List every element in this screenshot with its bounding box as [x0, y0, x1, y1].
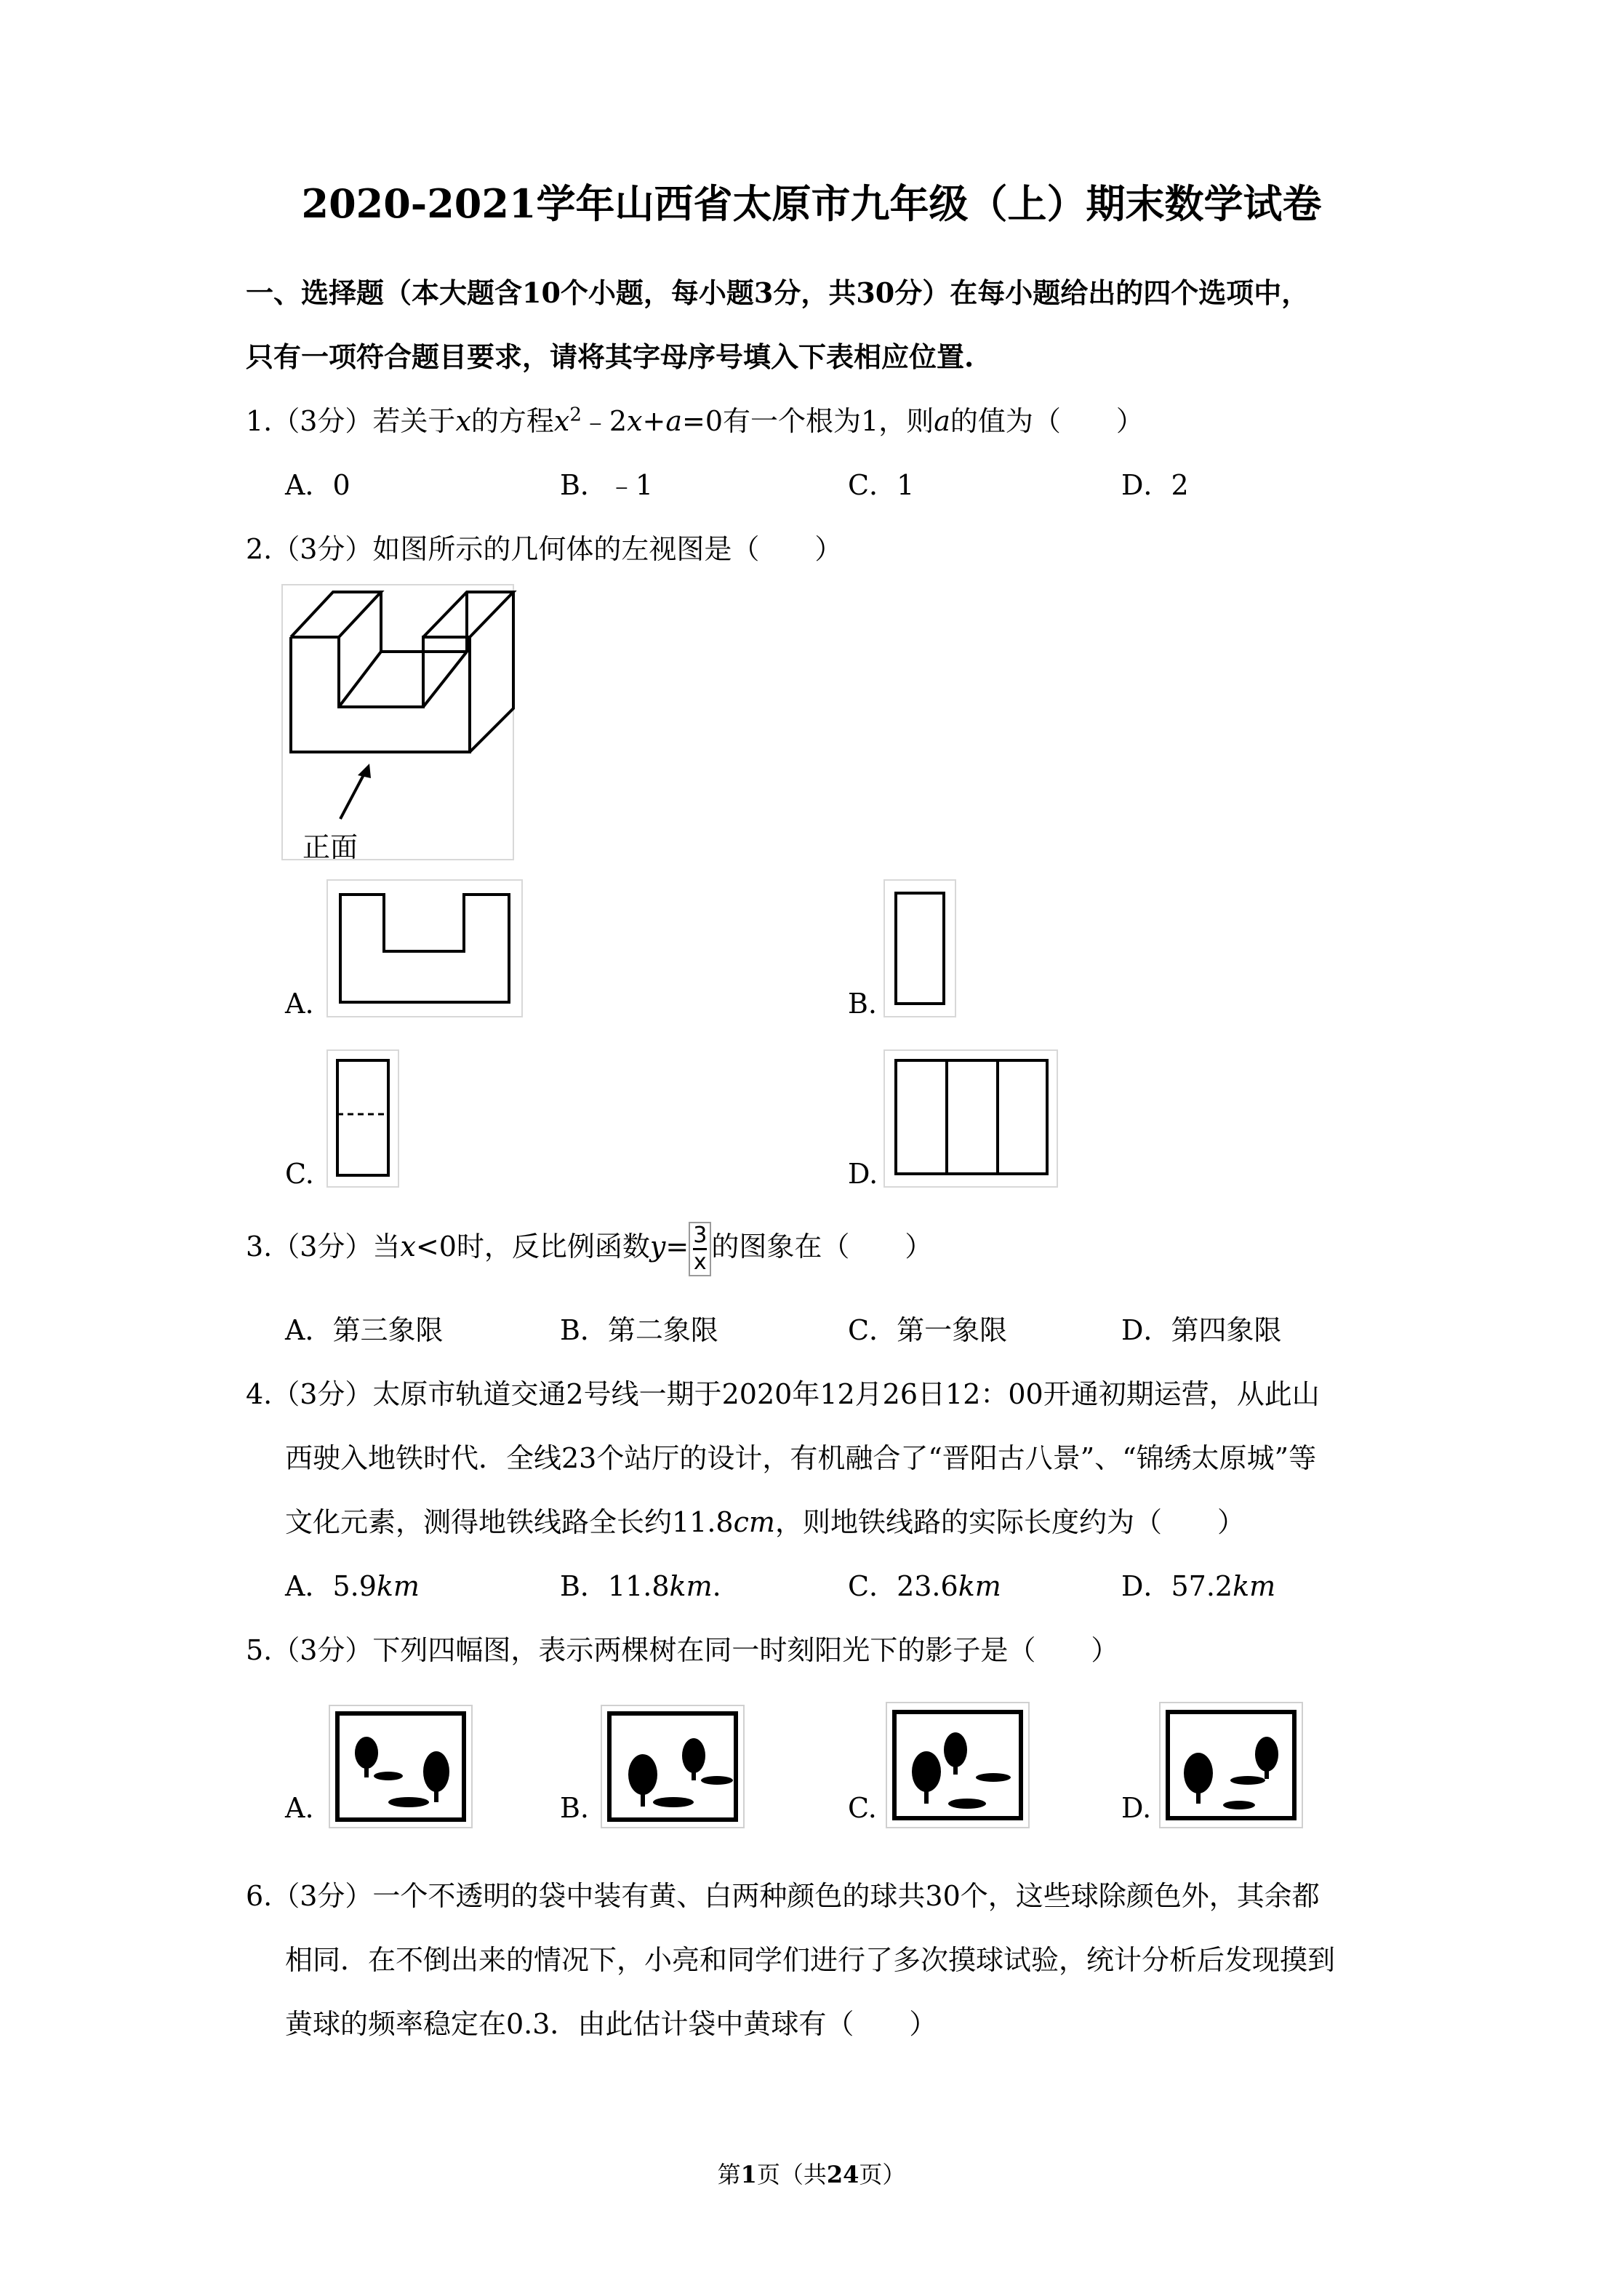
- q1-option-d: D．2: [1121, 469, 1189, 501]
- q5-option-d-label: D.: [1121, 1792, 1152, 1824]
- q2-option-b-figure: [884, 880, 957, 1018]
- q2-option-d-figure: [884, 1050, 1059, 1188]
- q5-option-a-figure: [329, 1705, 474, 1828]
- q4-option-d: D．57.2km: [1121, 1570, 1276, 1602]
- q5-option-d-figure: [1159, 1702, 1305, 1828]
- exam-title: 2020-2021学年山西省太原市九年级（上）期末数学试卷: [301, 180, 1322, 227]
- page-footer: 第1页（共24页）: [717, 2161, 906, 2188]
- q3-option-b: B．第二象限: [560, 1314, 718, 1346]
- q2-option-c-label: C.: [285, 1158, 314, 1190]
- q2-option-d-label: D.: [848, 1158, 878, 1190]
- q5-option-c-label: C.: [848, 1792, 877, 1824]
- question-4-line2: 西驶入地铁时代．全线23个站厅的设计，有机融合了“晋阳古八景”、“锦绣太原城”等: [285, 1442, 1317, 1474]
- question-4-line1: 4.（3分）太原市轨道交通2号线一期于2020年12月26日12：00开通初期运营，从此山: [246, 1378, 1320, 1410]
- q4-option-a: A．5.9km: [285, 1570, 420, 1602]
- q2-solid-figure: [282, 585, 515, 861]
- question-6-line1: 6.（3分）一个不透明的袋中装有黄、白两种颜色的球共30个，这些球除颜色外，其余都: [246, 1880, 1320, 1912]
- question-1-stem: 1.（3分）若关于x的方程$x^2﹣2x+a=0$有一个根为1，则a的值为（ ）: [246, 404, 1144, 437]
- q2-option-a-label: A.: [285, 988, 314, 1020]
- section-heading-line1: 一、选择题（本大题含10个小题，每小题3分，共30分）在每小题给出的四个选项中，: [246, 276, 1310, 309]
- q3-option-a: A．第三象限: [285, 1314, 444, 1346]
- front-label: 正面: [302, 831, 358, 863]
- q5-option-c-figure: [886, 1702, 1031, 1828]
- q1-option-c: C．1: [848, 469, 915, 501]
- q2-option-b-label: B.: [848, 988, 878, 1020]
- q3-option-c: C．第一象限: [848, 1314, 1008, 1346]
- question-4-line3: 文化元素，测得地铁线路全长约11.8cm，则地铁线路的实际长度约为（ ）: [285, 1506, 1245, 1538]
- section-heading-line2: 只有一项符合题目要求，请将其字母序号填入下表相应位置.: [246, 340, 974, 373]
- q1-option-b: B．﹣1: [560, 469, 654, 501]
- question-5-stem: 5.（3分）下列四幅图，表示两棵树在同一时刻阳光下的影子是（ ）: [246, 1634, 1119, 1666]
- arrow-shaft: [340, 769, 366, 819]
- question-6-line3: 黄球的频率稳定在0.3．由此估计袋中黄球有（ ）: [285, 2008, 937, 2040]
- q5-option-a-label: A.: [285, 1792, 314, 1824]
- question-6-line2: 相同．在不倒出来的情况下，小亮和同学们进行了多次摸球试验，统计分析后发现摸到: [285, 1944, 1336, 1976]
- question-3-stem: 3.（3分）当x<0时，反比例函数y= $\frac{3}{x}$的图象在（ ）: [246, 1223, 933, 1275]
- question-2-stem: 2.（3分）如图所示的几何体的左视图是（ ）: [246, 533, 843, 565]
- q5-option-b-label: B.: [560, 1792, 590, 1824]
- arrow-head: [358, 764, 371, 778]
- q1-option-a: A．0: [285, 469, 350, 501]
- q5-option-b-figure: [601, 1705, 746, 1828]
- q2-option-c-figure: [327, 1050, 400, 1188]
- fraction-3-over-x: $\frac{3}{x}$: [689, 1222, 711, 1276]
- q4-option-b: B．11.8km.: [560, 1570, 721, 1602]
- q3-option-d: D．第四象限: [1121, 1314, 1282, 1346]
- q4-option-c: C．23.6km: [848, 1570, 1001, 1602]
- q2-option-a-figure: [327, 880, 524, 1018]
